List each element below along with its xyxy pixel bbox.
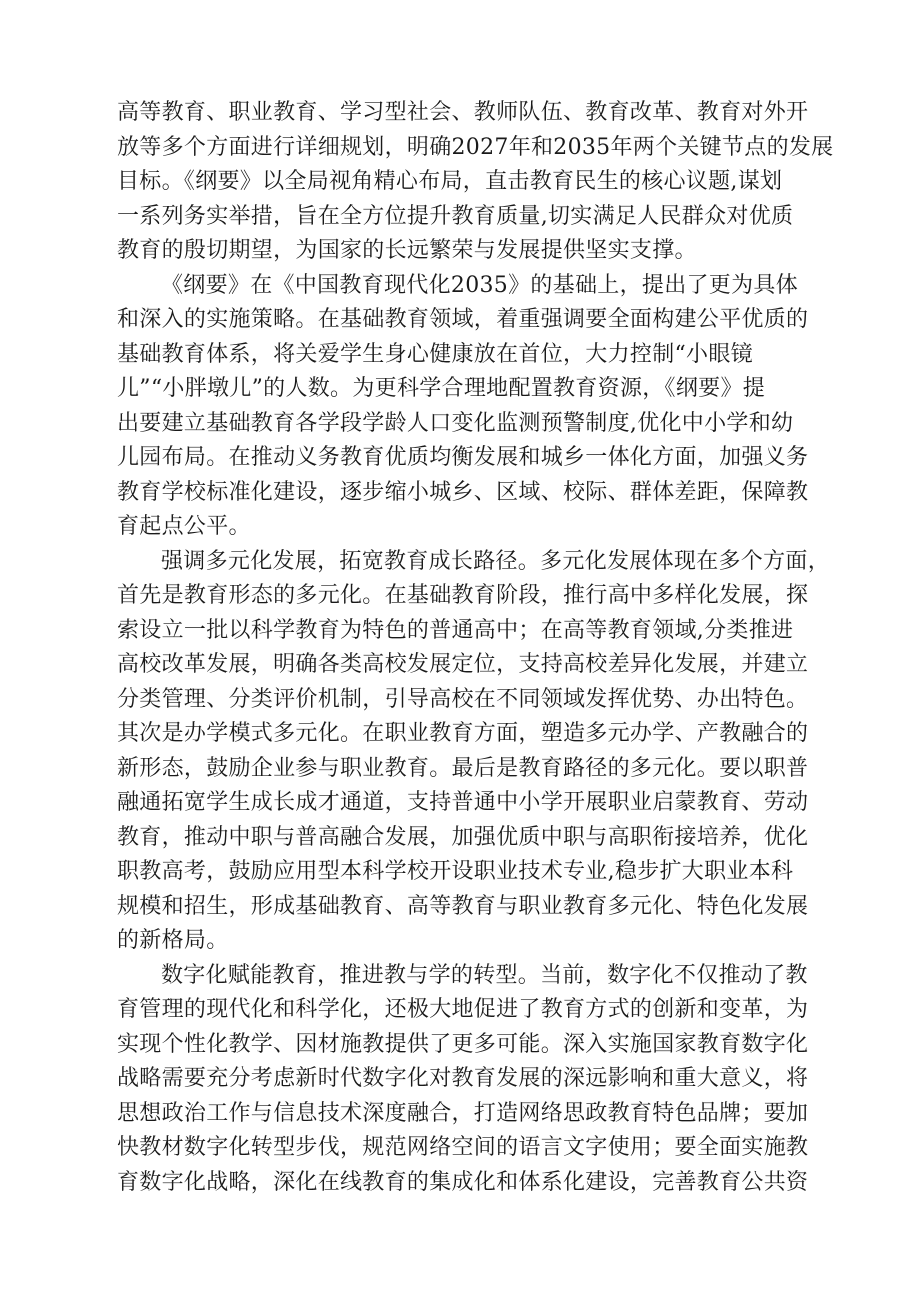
text-line: 出要建立基础教育各学段学龄人口变化监测预警制度,优化中小学和幼 [117, 410, 794, 436]
text-line: 快教材数字化转型步伐，规范网络空间的语言文字使用；要全面实施教 [117, 1135, 809, 1160]
text-line: 职教高考，鼓励应用型本科学校开设职业技术专业,稳步扩大职业本科 [117, 859, 794, 884]
text-line: 教育学校标准化建设，逐步缩小城乡、区域、校际、群体差距，保障教 [117, 479, 809, 505]
text-line: 基础教育体系，将关爱学生身心健康放在首位，大力控制“小眼镜 [117, 341, 753, 367]
text-line: 目标。《纲要》以全局视角精心布局，直击教育民生的核心议题,谋划 [117, 169, 783, 194]
paragraph-start-line: 数字化赋能教育，推进教与学的转型。当前，数字化不仅推动了教 [161, 962, 808, 988]
text-line: 儿”“小胖墩儿”的人数。为更科学合理地配置教育资源，《纲要》提 [117, 376, 766, 401]
text-line: 儿园布局。在推动义务教育优质均衡发展和城乡一体化方面，加强义务 [117, 445, 809, 470]
text-line: 放等多个方面进行详细规划，明确2027年和2035年两个关键节点的发展 [117, 134, 834, 160]
text-line: 教育的殷切期望，为国家的长远繁荣与发展提供坚实支撑。 [117, 238, 697, 263]
text-line: 的新格局。 [117, 928, 229, 953]
text-line: 一系列务实举措，旨在全方位提升教育质量,切实满足人民群众对优质 [117, 203, 794, 229]
text-line: 育管理的现代化和科学化，还极大地促进了教育方式的创新和变革，为 [117, 997, 809, 1022]
text-line: 育起点公平。 [117, 514, 251, 539]
paragraph-start-line: 强调多元化发展，拓宽教育成长路径。多元化发展体现在多个方面， [161, 548, 831, 574]
text-line: 实现个性化教学、因材施教提供了更多可能。深入实施国家教育数字化 [117, 1031, 809, 1057]
text-line: 思想政治工作与信息技术深度融合，打造网络思政教育特色品牌；要加 [117, 1100, 809, 1126]
text-line: 育数字化战略，深化在线教育的集成化和体系化建设，完善教育公共资 [117, 1169, 809, 1195]
text-line: 融通拓宽学生成长成才通道，支持普通中小学开展职业启蒙教育、劳动 [117, 790, 809, 815]
text-line: 教育，推动中职与普高融合发展，加强优质中职与高职衔接培养，优化 [117, 824, 809, 850]
body-text [117, 96, 837, 1200]
text-line: 高等教育、职业教育、学习型社会、教师队伍、教育改革、教育对外开 [117, 100, 809, 125]
text-line: 分类管理、分类评价机制，引导高校在不同领域发挥优势、办出特色。 [117, 686, 809, 712]
paragraph-start-line: 《纲要》在《中国教育现代化2035》的基础上，提出了更为具体 [161, 272, 798, 298]
text-line: 首先是教育形态的多元化。在基础教育阶段，推行高中多样化发展，探 [117, 583, 809, 608]
text-line: 战略需要充分考虑新时代数字化对教育发展的深远影响和重大意义，将 [117, 1066, 809, 1091]
text-line: 新形态，鼓励企业参与职业教育。最后是教育路径的多元化。要以职普 [117, 755, 809, 781]
text-line: 其次是办学模式多元化。在职业教育方面，塑造多元办学、产教融合的 [117, 721, 809, 746]
text-line: 高校改革发展，明确各类高校发展定位，支持高校差异化发展，并建立 [117, 652, 809, 677]
text-line: 和深入的实施策略。在基础教育领域，着重强调要全面构建公平优质的 [117, 307, 809, 332]
text-line: 索设立一批以科学教育为特色的普通高中；在高等教育领域,分类推进 [117, 617, 794, 643]
text-line: 规模和招生，形成基础教育、高等教育与职业教育多元化、特色化发展 [117, 893, 809, 919]
